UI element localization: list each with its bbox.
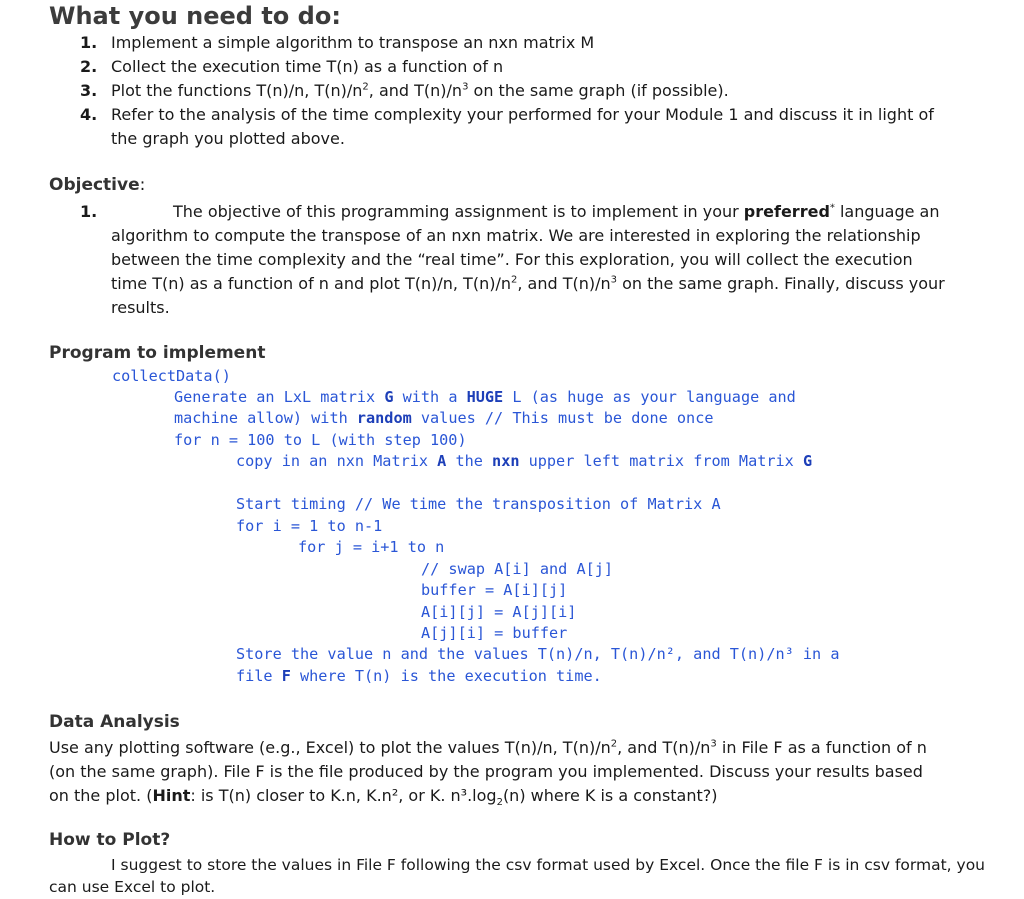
list-number: 1. — [80, 33, 98, 52]
code-line: Generate an LxL matrix G with a HUGE L (as huge as your language and — [174, 388, 796, 406]
code-line: Store the value n and the values T(n)/n, T(n)/n², and T(n)/n³ in a — [236, 645, 840, 663]
program-heading: Program to implement — [49, 343, 266, 363]
objective-line: between the time complexity and the “real time”. For this exploration, you will collect the execution — [111, 250, 913, 269]
code-line: machine allow) with random values // This must be done once — [174, 409, 714, 427]
code-line: copy in an nxn Matrix A the nxn upper left matrix from Matrix G — [236, 452, 813, 470]
objective-line: results. — [111, 298, 170, 317]
steps-list — [80, 31, 1000, 151]
code-line: collectData() — [112, 367, 231, 385]
list-item — [80, 55, 1000, 79]
objective-heading: Objective: — [49, 175, 146, 195]
list-text: the graph you plotted above. — [111, 129, 345, 148]
objective-line: The objective of this programming assignment is to implement in your preferred* language an — [173, 202, 940, 221]
list-number: 3. — [80, 81, 98, 100]
analysis-line: on the plot. (Hint: is T(n) closer to K.n, K.n², or K. $n^3.\log_2(n)$ where K is a constant?) — [49, 786, 718, 809]
list-item — [80, 79, 1000, 103]
code-line: A[j][i] = buffer — [421, 624, 568, 642]
list-text: Implement a simple algorithm to transpose an nxn matrix M — [111, 33, 595, 52]
page-title: What you need to do: — [49, 2, 341, 30]
list-item — [80, 31, 1000, 55]
analysis-line: Use any plotting software (e.g., Excel) to plot the values T(n)/n, $T(n)/n^2$, and $T(n)/n^3$ in File F as a function of n — [49, 738, 927, 757]
list-text: Plot the functions T(n)/n, $T(n)/n^2$, and $T(n)/n^3$ on the same graph (if possible). — [111, 81, 729, 100]
list-text: Refer to the analysis of the time complexity your performed for your Module 1 and discuss it in light of — [111, 105, 934, 124]
howto-line: can use Excel to plot. — [49, 878, 216, 896]
code-line: for n = 100 to L (with step 100) — [174, 431, 467, 449]
code-line: Start timing // We time the transposition of Matrix A — [236, 495, 721, 513]
list-item — [80, 103, 1000, 151]
analysis-line: (on the same graph). File F is the file produced by the program you implemented. Discuss your results based — [49, 762, 923, 781]
code-line: A[i][j] = A[j][i] — [421, 603, 577, 621]
code-line: file F where T(n) is the execution time. — [236, 667, 602, 685]
list-text: Collect the execution time T(n) as a function of n — [111, 57, 504, 76]
list-number: 4. — [80, 105, 98, 124]
howto-heading: How to Plot? — [49, 830, 171, 850]
objective-line: algorithm to compute the transpose of an nxn matrix. We are interested in exploring the relationship — [111, 226, 921, 245]
list-number: 2. — [80, 57, 98, 76]
list-number: 1. — [80, 202, 98, 221]
code-line: buffer = A[i][j] — [421, 581, 568, 599]
code-line: for i = 1 to n-1 — [236, 517, 383, 535]
objective-line: time T(n) as a function of n and plot T(n)/n, $T(n)/n^2$, and $T(n)/n^3$ on the same graph. Finally, discuss your — [111, 274, 945, 293]
code-line: for j = i+1 to n — [298, 538, 445, 556]
analysis-heading: Data Analysis — [49, 712, 180, 732]
code-line: // swap A[i] and A[j] — [421, 560, 614, 578]
objective-body — [80, 200, 1000, 324]
howto-line: I suggest to store the values in File F following the csv format used by Excel. Once the file F is in csv format, you — [111, 856, 986, 874]
